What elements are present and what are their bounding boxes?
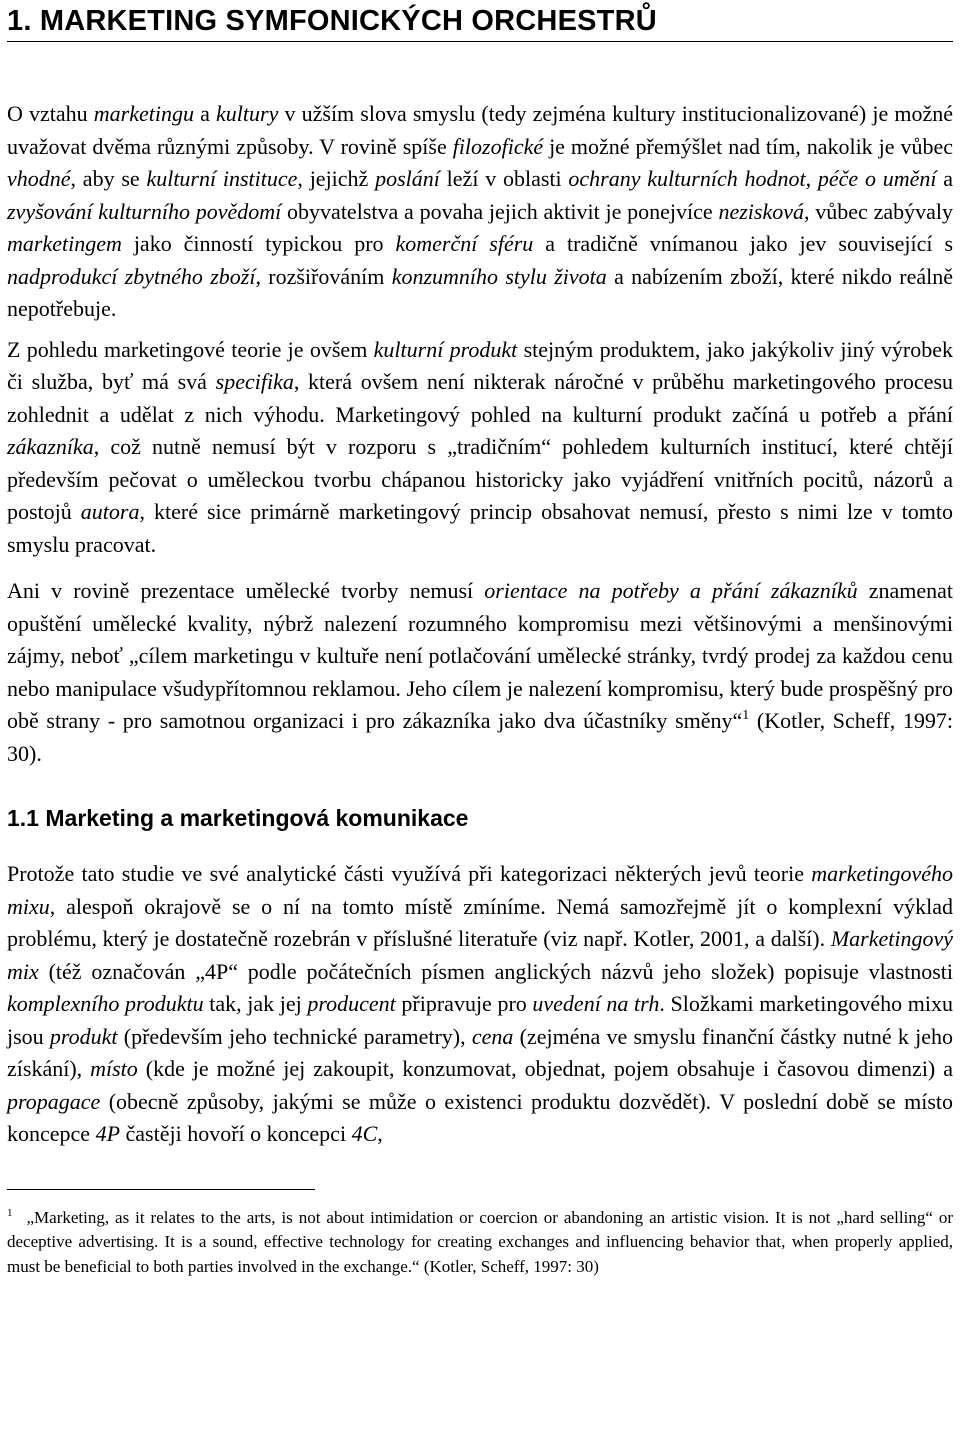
paragraph-3: Ani v rovině prezentace umělecké tvorby nemusí orientace na potřeby a přání zákazníků znamenat opuštění umělecké kvality, nýbrž nalezení rozumného kompromisu mezi většinovými a menšinovými zájmy, neboť „cílem marketingu v kultuře není potlačování umělecké stránky, tvrdý prodej za každou cenu nebo manipulace všudypřítomnou reklamou. Jeho cílem je nalezení kompromisu, který bude prospěšný pro obě strany - pro samotnou organizaci i pro zákazníka jako dva účastníky směny“$^1$ (Kotler, Scheff, 1997: 30). [7,578,954,766]
footnote-reference[interactable]: 1 [742,708,750,723]
section-heading: 1.1 Marketing a marketingová komunikace [7,805,469,831]
footnote-text: „Marketing, as it relates to the arts, is not about intimidation or coercion or abandoning an artistic vision. It is not „hard selling“ or deceptive advertising. It is a sound, effective technology for creating exchanges and influencing behavior that, when properly applied, must be beneficial to both parties involved in the exchange.“ (Kotler, Scheff, 1997: 30) [7,1207,953,1276]
paragraph-1: O vztahu marketingu a kultury v užším slova smyslu (tedy zejména kultury institucionalizované) je možné uvažovat dvěma různými způsoby. V rovině spíše filozofické je možné přemýšlet nad tím, nakolik je vůbec vhodné, aby se kulturní instituce, jejichž poslání leží v oblasti ochrany kulturních hodnot, péče o umění a zvyšování kulturního povědomí obyvatelstva a povaha jejich aktivit je ponejvíce nezisková, vůbec zabývaly marketingem jako činností typickou pro komerční sféru a tradičně vnímanou jako jev související s nadprodukcí zbytného zboží, rozšiřováním konzumního stylu života a nabízením zboží, které nikdo reálně nepotřebuje. [7,101,954,321]
footnote [7,1206,953,1280]
chapter-heading: 1. MARKETING SYMFONICKÝCH ORCHESTRŮ [7,5,657,37]
paragraph-2: Z pohledu marketingové teorie je ovšem kulturní produkt stejným produktem, jako jakýkoliv jiný výrobek či služba, byť má svá specifika, která ovšem není nikterak náročné v průběhu marketingového procesu zohlednit a udělat z nich výhodu. Marketingový pohled na kulturní produkt začíná u potřeb a přání zákazníka, což nutně nemusí být v rozporu s „tradičním“ pohledem kulturních institucí, které chtějí především pečovat o uměleckou tvorbu chápanou historicky jako vyjádření vnitřních pocitů, názorů a postojů autora, které sice primárně marketingový princip obsahovat nemusí, přesto s nimi lze v tomto smyslu pracovat. [7,336,953,557]
heading-rule [7,41,953,42]
paragraph-4: Protože tato studie ve své analytické části využívá při kategorizaci některých jevů teorie marketingového mixu, alespoň okrajově se o ní na tomto místě zmíníme. Nemá samozřejmě jít o komplexní výklad problému, který je dostatečně rozebrán v příslušné literatuře (viz např. Kotler, 2001, a další). Marketingový mix (též označován „4P“ podle počátečních písmen anglických názvů jeho složek) popisuje vlastnosti komplexního produktu tak, jak jej producent připravuje pro uvedení na trh. Složkami marketingového mixu jsou produkt (především jeho technické parametry), cena (zejména ve smyslu finanční částky nutné k jeho získání), místo (kde je možné jej zakoupit, konzumovat, objednat, pojem obsahuje i časovou dimenzi) a propagace (obecně způsoby, jakými se může o existenci produktu dozvědět). V poslední době se místo koncepce 4P častěji hovoří o koncepci 4C, [7,861,953,1146]
footnote-number: 1 [7,1206,13,1219]
footnote-separator [7,1189,315,1190]
